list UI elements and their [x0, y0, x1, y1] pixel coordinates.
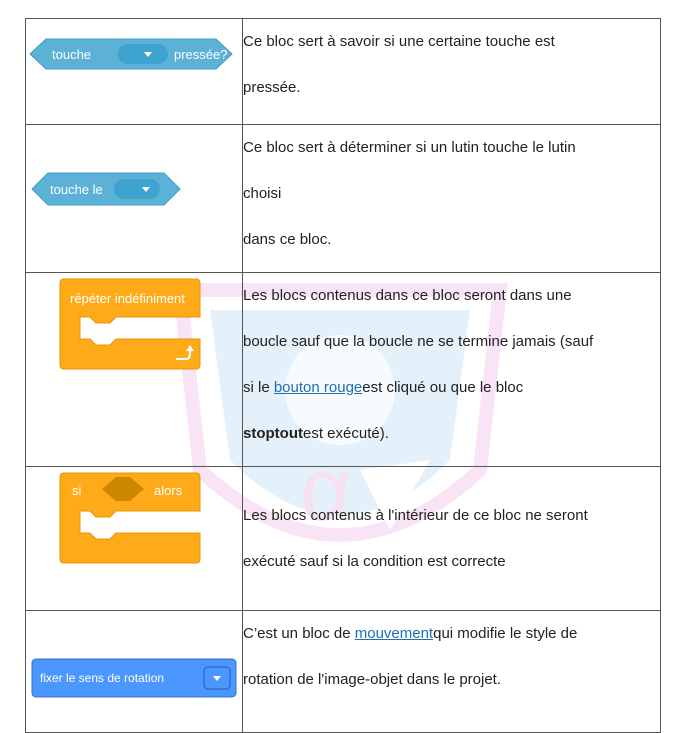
blocks-table	[25, 18, 661, 733]
description-line	[243, 411, 660, 457]
table-row	[26, 611, 661, 733]
key-pressed-block[interactable]	[26, 19, 242, 119]
block-label: répéter indéfiniment	[70, 291, 185, 306]
touching-block[interactable]	[26, 125, 242, 267]
svg-text:α: α	[300, 440, 353, 540]
description-line	[243, 365, 660, 411]
table-row	[26, 19, 661, 125]
description-cell	[243, 611, 661, 733]
block-label-after: pressée?	[174, 47, 228, 62]
block-cell	[26, 19, 243, 125]
if-then-block[interactable]	[26, 467, 242, 605]
key-dropdown[interactable]	[118, 44, 168, 64]
block-label-if: si	[72, 483, 82, 498]
description-line: choisi	[243, 185, 282, 202]
block-label: fixer le sens de rotation	[40, 671, 165, 685]
description-line: Les blocs contenus à l'intérieur de ce bloc ne seront	[243, 506, 588, 524]
block-cell	[26, 125, 243, 273]
description-line: boucle sauf que la boucle ne se termine jamais (sauf	[243, 333, 594, 350]
description-line: Ce bloc sert à savoir si une certaine touche est	[243, 33, 555, 50]
block-cell	[26, 467, 243, 611]
description-line: dans ce bloc.	[243, 231, 332, 248]
text: est exécuté).	[302, 425, 389, 442]
description-line: rotation de l'image-objet dans le projet.	[243, 671, 502, 688]
red-button-link[interactable]: bouton rouge	[273, 379, 363, 396]
sprite-dropdown[interactable]	[114, 179, 160, 199]
description-cell	[243, 467, 661, 611]
block-label-then: alors	[154, 483, 183, 498]
block-label: touche le	[50, 182, 103, 197]
text: est cliqué ou que le bloc	[362, 379, 524, 396]
block-cell	[26, 611, 243, 733]
forever-block[interactable]	[26, 273, 242, 461]
table-row	[26, 467, 661, 611]
block-cell	[26, 273, 243, 467]
description-cell	[243, 19, 661, 125]
description-cell	[243, 273, 661, 467]
description-line: exécuté sauf si la condition est correcte	[243, 552, 506, 570]
text: qui modifie le style de	[433, 625, 578, 642]
block-label-before: touche	[52, 47, 92, 62]
rotation-style-block[interactable]	[26, 611, 242, 727]
description-line: Les blocs contenus dans ce bloc seront dans une	[243, 287, 572, 304]
description-cell	[243, 125, 661, 273]
table-row	[26, 125, 661, 273]
text: si le	[243, 379, 274, 396]
description-line	[243, 611, 660, 657]
text: C’est un bloc de	[243, 625, 355, 642]
description-line: Ce bloc sert à déterminer si un lutin touche le lutin	[243, 139, 576, 156]
movement-link[interactable]: mouvement	[354, 625, 434, 642]
bold-text: stoptout	[243, 425, 303, 442]
description-line: pressée.	[243, 79, 301, 96]
table-row	[26, 273, 661, 467]
